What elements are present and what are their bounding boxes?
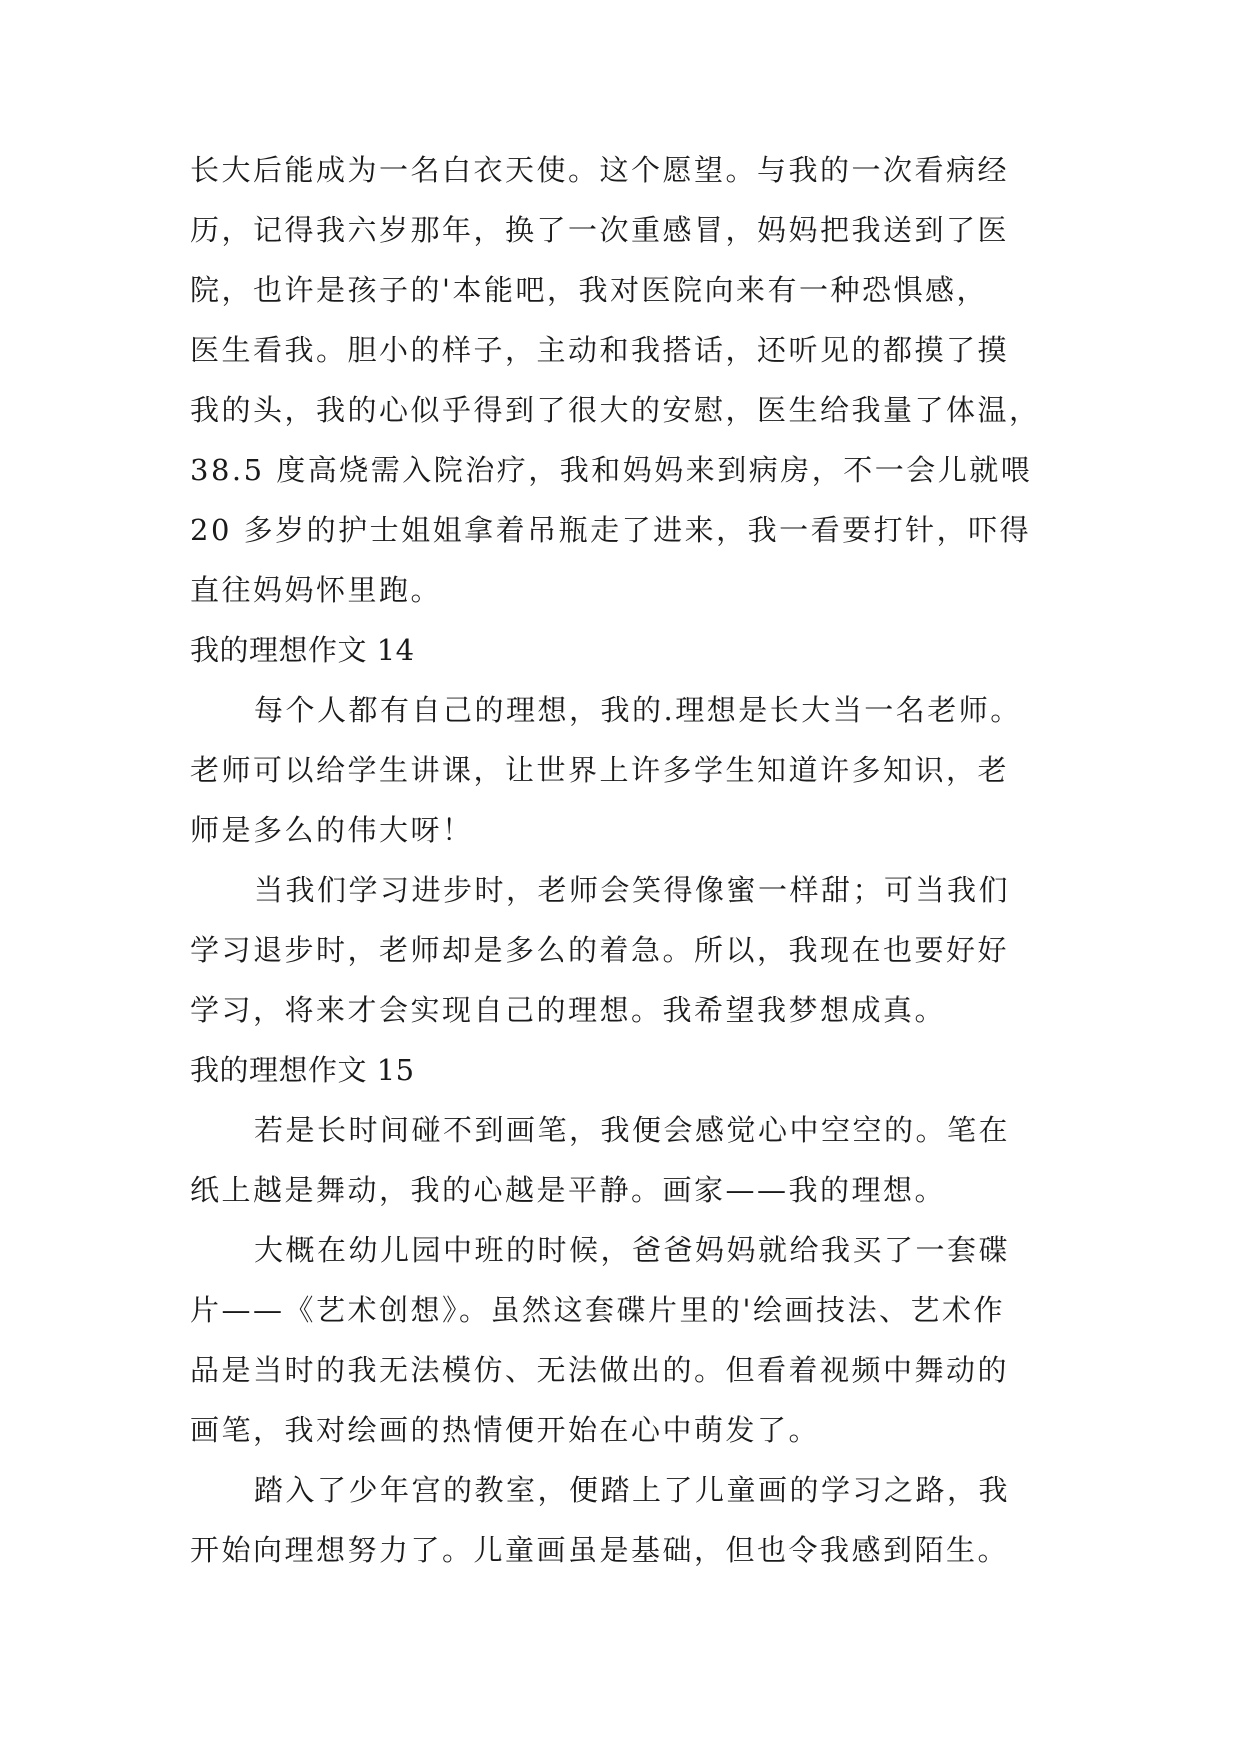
paragraph-first-line: 若是长时间碰不到画笔，我便会感觉心中空空的。笔在 xyxy=(254,1113,1011,1147)
text-line: 医生看我。胆小的样子，主动和我搭话，还听见的都摸了摸 xyxy=(190,333,1010,367)
text-line: 师是多么的伟大呀！ xyxy=(190,813,474,847)
text-line: 片——《艺术创想》。虽然这套碟片里的'绘画技法、艺术作 xyxy=(190,1293,1005,1327)
text-line: 直往妈妈怀里跑。 xyxy=(190,573,443,607)
text-line: 学习，将来才会实现自己的理想。我希望我梦想成真。 xyxy=(190,993,947,1027)
text-line: 长大后能成为一名白衣天使。这个愿望。与我的一次看病经 xyxy=(190,153,1010,187)
text-line: 开始向理想努力了。儿童画虽是基础，但也令我感到陌生。 xyxy=(190,1533,1010,1567)
text-line: 纸上越是舞动，我的心越是平静。画家——我的理想。 xyxy=(190,1173,947,1207)
text-line: 画笔，我对绘画的热情便开始在心中萌发了。 xyxy=(190,1413,821,1447)
paragraph-first-line: 当我们学习进步时，老师会笑得像蜜一样甜；可当我们 xyxy=(254,873,1011,907)
section-heading: 我的理想作文 15 xyxy=(190,1053,415,1087)
text-line: 院，也许是孩子的'本能吧，我对医院向来有一种恐惧感， xyxy=(190,273,988,307)
text-line: 老师可以给学生讲课，让世界上许多学生知道许多知识，老 xyxy=(190,753,1010,787)
text-line: 38.5 度高烧需入院治疗，我和妈妈来到病房，不一会儿就喂 xyxy=(190,453,1033,487)
text-line: 20 多岁的护士姐姐拿着吊瓶走了进来，我一看要打针，吓得 xyxy=(190,513,1032,547)
paragraph-first-line: 踏入了少年宫的教室，便踏上了儿童画的学习之路，我 xyxy=(254,1473,1011,1507)
paragraph-first-line: 大概在幼儿园中班的时候，爸爸妈妈就给我买了一套碟 xyxy=(254,1233,1011,1267)
text-line: 品是当时的我无法模仿、无法做出的。但看着视频中舞动的 xyxy=(190,1353,1010,1387)
text-line: 学习退步时，老师却是多么的着急。所以，我现在也要好好 xyxy=(190,933,1010,967)
text-line: 历，记得我六岁那年，换了一次重感冒，妈妈把我送到了医 xyxy=(190,213,1010,247)
section-heading: 我的理想作文 14 xyxy=(190,633,415,667)
text-line: 我的头，我的心似乎得到了很大的安慰，医生给我量了体温， xyxy=(190,393,1041,427)
paragraph-first-line: 每个人都有自己的理想，我的.理想是长大当一名老师。 xyxy=(254,693,1022,727)
